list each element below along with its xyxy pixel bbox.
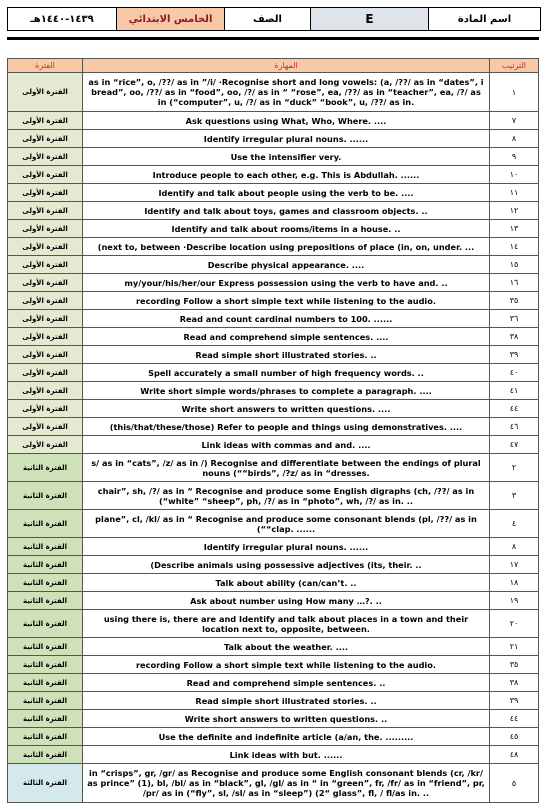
row-number: ١٢: [490, 202, 539, 220]
table-body: [8, 73, 539, 803]
row-skill: Use the intensifier very.: [83, 148, 490, 166]
row-term: الفترة الأولى: [8, 310, 83, 328]
row-term: الفترة الأولى: [8, 436, 83, 454]
grade-value: الخامس الابتدائي: [116, 8, 224, 30]
row-term: الفترة الثانية: [8, 592, 83, 610]
row-number: ٥: [490, 764, 539, 803]
row-skill: (Describe animals using possessive adjectives (its, their. ..: [83, 556, 490, 574]
row-number: ٧: [490, 112, 539, 130]
row-number: ٤٦: [490, 418, 539, 436]
row-term: الفترة الأولى: [8, 364, 83, 382]
table-row: [8, 274, 539, 292]
row-skill: Write short answers to written questions. ..: [83, 710, 490, 728]
skills-table: [7, 58, 539, 803]
row-term: الفترة الثانية: [8, 656, 83, 674]
row-number: ١١: [490, 184, 539, 202]
col-header-skill: المهارة: [83, 59, 490, 73]
row-skill: Identify and talk about people using the verb to be. ....: [83, 184, 490, 202]
row-number: ٩: [490, 148, 539, 166]
row-number: ٤: [490, 510, 539, 538]
row-number: ٤٧: [490, 436, 539, 454]
row-skill: Identify irregular plural nouns. ......: [83, 538, 490, 556]
table-row: [8, 692, 539, 710]
row-number: ٢: [490, 454, 539, 482]
table-row: [8, 364, 539, 382]
row-skill: Write short answers to written questions. ....: [83, 400, 490, 418]
table-row: [8, 638, 539, 656]
table-row: [8, 764, 539, 803]
row-term: الفترة الأولى: [8, 256, 83, 274]
row-skill: Introduce people to each other, e.g. This is Abdullah. ......: [83, 166, 490, 184]
row-term: الفترة الثانية: [8, 538, 83, 556]
header-divider: [7, 37, 539, 40]
row-skill: Read simple short illustrated stories. ..: [83, 346, 490, 364]
row-number: ١٠: [490, 166, 539, 184]
row-term: الفترة الأولى: [8, 328, 83, 346]
table-row: [8, 436, 539, 454]
row-term: الفترة الأولى: [8, 346, 83, 364]
row-skill: Write short simple words/phrases to complete a paragraph. ....: [83, 382, 490, 400]
table-row: [8, 346, 539, 364]
row-number: ١٩: [490, 592, 539, 610]
row-term: الفترة الثانية: [8, 728, 83, 746]
row-term: الفترة الثانية: [8, 510, 83, 538]
table-row: [8, 710, 539, 728]
row-number: ١٥: [490, 256, 539, 274]
table-row: [8, 418, 539, 436]
table-row: [8, 238, 539, 256]
row-skill: my/your/his/her/our Express possession using the verb to have and. ..: [83, 274, 490, 292]
row-skill: recording Follow a short simple text while listening to the audio.: [83, 656, 490, 674]
row-number: ١٦: [490, 274, 539, 292]
row-term: الفترة الثانية: [8, 556, 83, 574]
row-number: ٣٨: [490, 674, 539, 692]
row-term: الفترة الأولى: [8, 382, 83, 400]
table-row: [8, 400, 539, 418]
row-term: الفترة الأولى: [8, 166, 83, 184]
row-term: الفترة الثانية: [8, 692, 83, 710]
row-term: الفترة الأولى: [8, 112, 83, 130]
table-row: [8, 538, 539, 556]
col-header-term: الفترة: [8, 59, 83, 73]
table-row: [8, 166, 539, 184]
table-row: [8, 292, 539, 310]
row-number: ٣٦: [490, 310, 539, 328]
table-row: [8, 574, 539, 592]
row-skill: Describe physical appearance. ....: [83, 256, 490, 274]
table-row: [8, 220, 539, 238]
row-number: ٣٥: [490, 656, 539, 674]
table-row: [8, 610, 539, 638]
row-skill: Spell accurately a small number of high frequency words. ..: [83, 364, 490, 382]
row-skill: Ask about number using How many …?. ..: [83, 592, 490, 610]
table-row: [8, 202, 539, 220]
row-number: ٢٠: [490, 610, 539, 638]
table-row: [8, 746, 539, 764]
row-skill: Use the definite and indefinite article (a/an, the. .........: [83, 728, 490, 746]
row-skill: Identify and talk about rooms/items in a house. ..: [83, 220, 490, 238]
row-term: الفترة الثانية: [8, 454, 83, 482]
school-year: ١٤٣٩-١٤٤٠هـ: [30, 13, 94, 25]
row-skill: Identify irregular plural nouns. ......: [83, 130, 490, 148]
row-skill: Link ideas with but. ......: [83, 746, 490, 764]
table-row: [8, 592, 539, 610]
row-number: ٤٤: [490, 400, 539, 418]
row-term: الفترة الأولى: [8, 130, 83, 148]
row-skill: plane”, cl, /kl/ as in “ Recognise and produce some consonant blends (pl, /??/ as in (““clap. ......: [83, 510, 490, 538]
row-number: ١٣: [490, 220, 539, 238]
row-term: الفترة الأولى: [8, 202, 83, 220]
row-number: ١: [490, 73, 539, 112]
row-number: ٤٨: [490, 746, 539, 764]
row-number: ٣: [490, 482, 539, 510]
table-row: [8, 674, 539, 692]
row-term: الفترة الأولى: [8, 292, 83, 310]
row-term: الفترة الأولى: [8, 400, 83, 418]
row-number: ٤٤: [490, 710, 539, 728]
row-term: الفترة الثانية: [8, 638, 83, 656]
row-term: الفترة الثانية: [8, 674, 83, 692]
row-number: ٢١: [490, 638, 539, 656]
row-skill: using there is, there are and Identify and talk about places in a town and their location next to, opposite, between.: [83, 610, 490, 638]
row-skill: (next to, between ·Describe location using prepositions of place (in, on, under. ...: [83, 238, 490, 256]
row-skill: Read and count cardinal numbers to 100. ......: [83, 310, 490, 328]
row-term: الفترة الثانية: [8, 574, 83, 592]
row-number: ١٨: [490, 574, 539, 592]
row-term: الفترة الثالثة: [8, 764, 83, 803]
row-number: ٣٥: [490, 292, 539, 310]
table-row: [8, 556, 539, 574]
row-number: ٣٨: [490, 328, 539, 346]
col-header-num: الترتيب: [490, 59, 539, 73]
row-term: الفترة الأولى: [8, 238, 83, 256]
table-row: [8, 482, 539, 510]
row-number: ٨: [490, 538, 539, 556]
row-term: الفترة الأولى: [8, 418, 83, 436]
row-skill: Link ideas with commas and and. ....: [83, 436, 490, 454]
row-skill: as in “rice”, o, /??/ as in ”/i/ ·Recognise short and long vowels: (a, /??/ as in “dates”, i bread”, oo, /??/ as in “food”, oo, /?/ as in “ “rose”, ea, /??/ as in “teacher”, ea, /?/ as in (“computer”, u, /?/ as in “duck” “book”, u, /??/ as in.: [83, 73, 490, 112]
table-row: [8, 382, 539, 400]
table-row: [8, 728, 539, 746]
table-row: [8, 73, 539, 112]
subject-code: E: [310, 8, 428, 30]
table-row: [8, 328, 539, 346]
row-skill: Read simple short illustrated stories. ..: [83, 692, 490, 710]
table-row: [8, 148, 539, 166]
row-skill: in “crisps”, gr, /gr/ as Recognise and produce some English consonant blends (cr, /kr/ as prince” (1), bl, /bl/ as in “black”, gl, /gl/ as in “ in “green”, fr, /fr/ as in “friend”, pr, /pr/ as in (“fly”, sl, /sl/ as in “sleep”) (2“ glass”, fl, / fl/as in. ..: [83, 764, 490, 803]
row-term: الفترة الثانية: [8, 746, 83, 764]
row-term: الفترة الثانية: [8, 610, 83, 638]
row-term: الفترة الأولى: [8, 184, 83, 202]
row-skill: (this/that/these/those) Refer to people and things using demonstratives. ....: [83, 418, 490, 436]
row-term: الفترة الأولى: [8, 274, 83, 292]
row-skill: Read and comprehend simple sentences. ..: [83, 674, 490, 692]
row-skill: recording Follow a short simple text while listening to the audio.: [83, 292, 490, 310]
table-header-row: [8, 59, 539, 73]
table-row: [8, 454, 539, 482]
grade-label: الصف: [224, 8, 310, 30]
row-skill: Ask questions using What, Who, Where. ....: [83, 112, 490, 130]
row-skill: Talk about the weather. ....: [83, 638, 490, 656]
row-term: الفترة الأولى: [8, 73, 83, 112]
row-number: ١٧: [490, 556, 539, 574]
table-row: [8, 112, 539, 130]
row-number: ١٤: [490, 238, 539, 256]
row-number: ٣٩: [490, 346, 539, 364]
table-row: [8, 256, 539, 274]
subject-label: اسم المادة: [428, 8, 540, 30]
row-skill: Identify and talk about toys, games and classroom objects. ..: [83, 202, 490, 220]
table-row: [8, 130, 539, 148]
row-skill: Read and comprehend simple sentences. ....: [83, 328, 490, 346]
row-term: الفترة الأولى: [8, 148, 83, 166]
row-number: ٤٠: [490, 364, 539, 382]
row-skill: Talk about ability (can/can’t. ..: [83, 574, 490, 592]
row-number: ٤١: [490, 382, 539, 400]
info-header: [7, 7, 541, 31]
table-row: [8, 510, 539, 538]
table-row: [8, 310, 539, 328]
row-term: الفترة الثانية: [8, 482, 83, 510]
row-number: ٣٩: [490, 692, 539, 710]
table-row: [8, 184, 539, 202]
row-term: الفترة الأولى: [8, 220, 83, 238]
row-number: ٨: [490, 130, 539, 148]
row-skill: s/ as in “cats”, /z/ as in /) Recognise and differentiate between the endings of plural nouns (““birds”, /?z/ as in “dresses.: [83, 454, 490, 482]
row-number: ٤٥: [490, 728, 539, 746]
row-skill: chair”, sh, /?/ as in “ Recognise and produce some English digraphs (ch, /??/ as in (“white” “sheep”, ph, /?/ as in “photo”, wh, /?/ as in. ..: [83, 482, 490, 510]
row-term: الفترة الثانية: [8, 710, 83, 728]
table-row: [8, 656, 539, 674]
